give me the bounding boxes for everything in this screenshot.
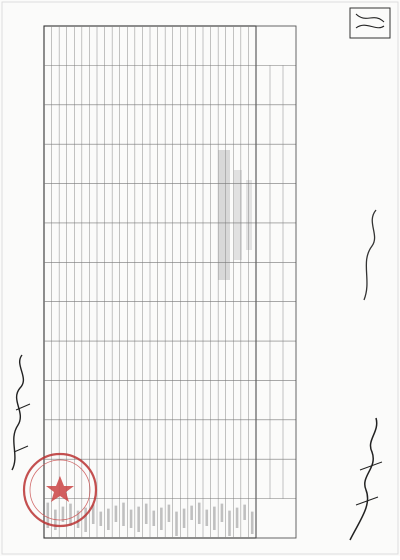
signature-left-margin <box>12 355 30 470</box>
row-label-smudge <box>190 506 193 520</box>
row-label-smudge <box>99 512 102 526</box>
page-border <box>2 2 398 554</box>
title-block <box>218 150 252 280</box>
row-label-smudge <box>251 512 254 534</box>
column-header-outline <box>256 26 296 538</box>
row-label-smudge <box>198 503 201 524</box>
title-text-smudge <box>218 150 230 280</box>
year-text-smudge <box>246 180 252 250</box>
stamp-frame <box>350 8 390 38</box>
row-label-smudge <box>152 511 155 526</box>
row-label-smudge <box>130 510 133 528</box>
header-lines <box>270 65 283 498</box>
row-label-smudge <box>243 505 246 520</box>
row-label-smudge <box>236 508 239 528</box>
row-label-smudge <box>175 512 178 536</box>
row-label-smudge <box>137 507 140 532</box>
seal-star <box>46 476 74 502</box>
row-label-smudge <box>69 504 72 526</box>
row-label-smudge <box>228 511 231 536</box>
row-label-smudge <box>168 505 171 522</box>
company-seal <box>24 454 96 526</box>
row-label-smudge <box>145 504 148 524</box>
signature-mid-right <box>364 210 376 300</box>
row-label-smudge <box>183 509 186 528</box>
row-label-smudge <box>205 510 208 526</box>
column-header-block <box>256 26 296 538</box>
row-label-smudge <box>115 506 118 522</box>
stamp-top-right <box>350 8 390 38</box>
row-label-smudge <box>107 509 110 530</box>
row-label-smudge <box>213 507 216 530</box>
row-label-smudge <box>122 503 125 526</box>
row-label-smudge <box>84 508 87 532</box>
row-label-smudge <box>160 508 163 530</box>
row-label-smudge <box>221 504 224 522</box>
signature-bottom-right <box>350 418 382 540</box>
